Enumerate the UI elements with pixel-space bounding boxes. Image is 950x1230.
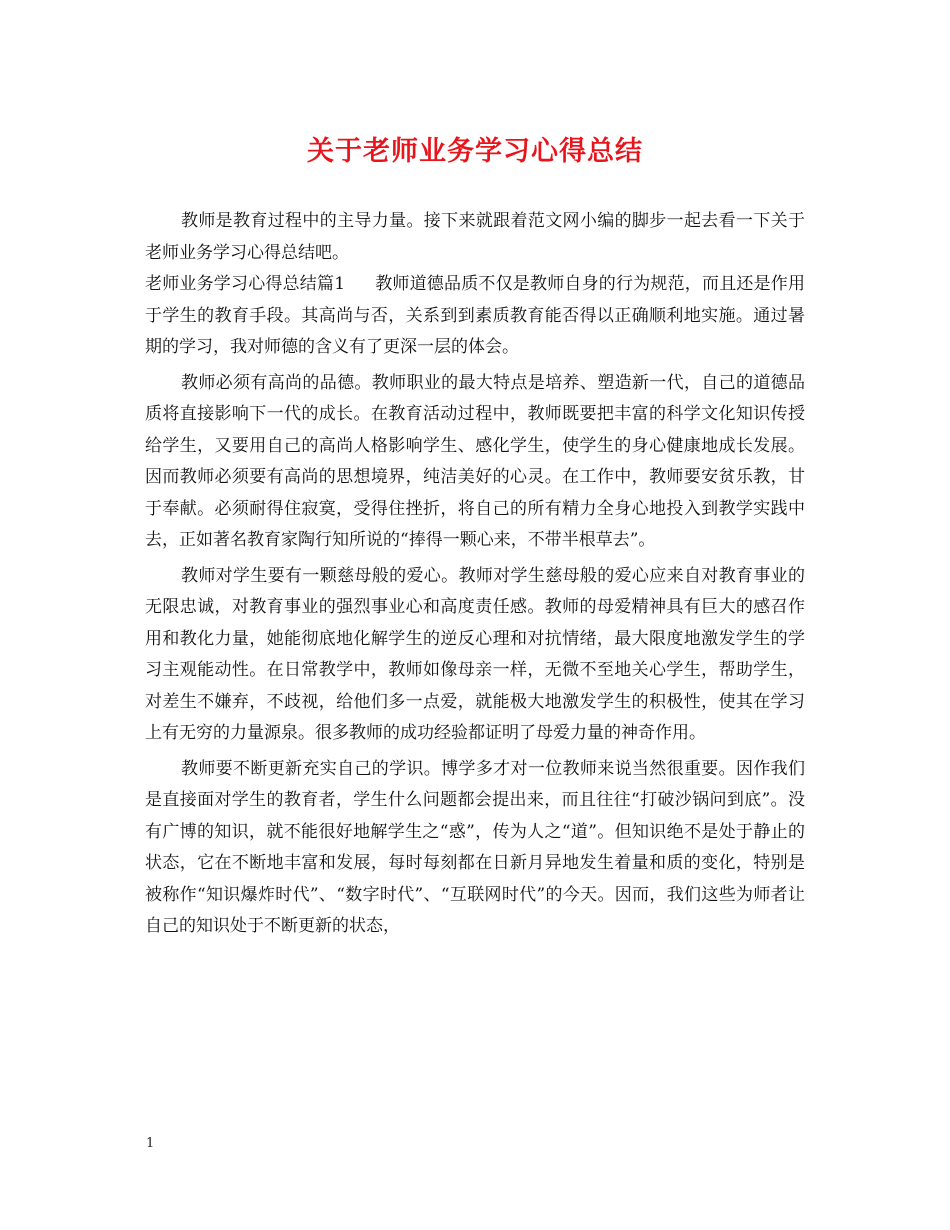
body-paragraph-2: 教师对学生要有一颗慈母般的爱心。教师对学生慈母般的爱心应来自对教育事业的无限忠诚，对教育事业的强烈事业心和高度责任感。教师的母爱精神具有巨大的感召作用和教化力量，她能彻底地化解学生的逆反心理和对抗情绪，最大限度地激发学生的学习主观能动性。在日常教学中，教师如像母亲一样，无微不至地关心学生，帮助学生，对差生不嫌弃，不歧视，给他们多一点爱，就能极大地激发学生的积极性，使其在学习上有无穷的力量源泉。很多教师的成功经验都证明了母爱力量的神奇作用。 <box>145 565 805 743</box>
document-body <box>145 206 805 943</box>
section-lead-text: 教师道德品质不仅是教师自身的行为规范，而且还是作用于学生的教育手段。其高尚与否，关系到到素质教育能否得以正确顺利地实施。通过暑期的学习，我对师德的含义有了更深一层的体会。 <box>145 274 805 357</box>
section-heading: 老师业务学习心得总结篇1 <box>145 274 346 294</box>
document-title: 关于老师业务学习心得总结 <box>307 136 643 167</box>
intro-paragraph: 教师是教育过程中的主导力量。接下来就跟着范文网小编的脚步一起去看一下关于老师业务学习心得总结吧。 <box>145 211 805 263</box>
page-number: 1 <box>146 1136 155 1151</box>
body-paragraph-3: 教师要不断更新充实自己的学识。博学多才对一位教师来说当然很重要。因作我们是直接面对学生的教育者，学生什么问题都会提出来，而且往往“打破沙锅问到底”。没有广博的知识，就不能很好地解学生之“惑”，传为人之“道”。但知识绝不是处于静止的状态，它在不断地丰富和发展，每时每刻都在日新月异地发生着量和质的变化，特别是被称作“知识爆炸时代”、“数字时代”、“互联网时代”的今天。因而，我们这些为师者让自己的知识处于不断更新的状态， <box>145 758 805 936</box>
section-paragraph <box>145 269 805 364</box>
body-paragraph-1: 教师必须有高尚的品德。教师职业的最大特点是培养、塑造新一代，自己的道德品质将直接影响下一代的成长。在教育活动过程中，教师既要把丰富的科学文化知识传授给学生，又要用自己的高尚人格影响学生、感化学生，使学生的身心健康地成长发展。因而教师必须要有高尚的思想境界，纯洁美好的心灵。在工作中，教师要安贫乐教，甘于奉献。必须耐得住寂寞，受得住挫折，将自己的所有精力全身心地投入到教学实践中去，正如著名教育家陶行知所说的“捧得一颗心来，不带半根草去”。 <box>145 372 805 550</box>
